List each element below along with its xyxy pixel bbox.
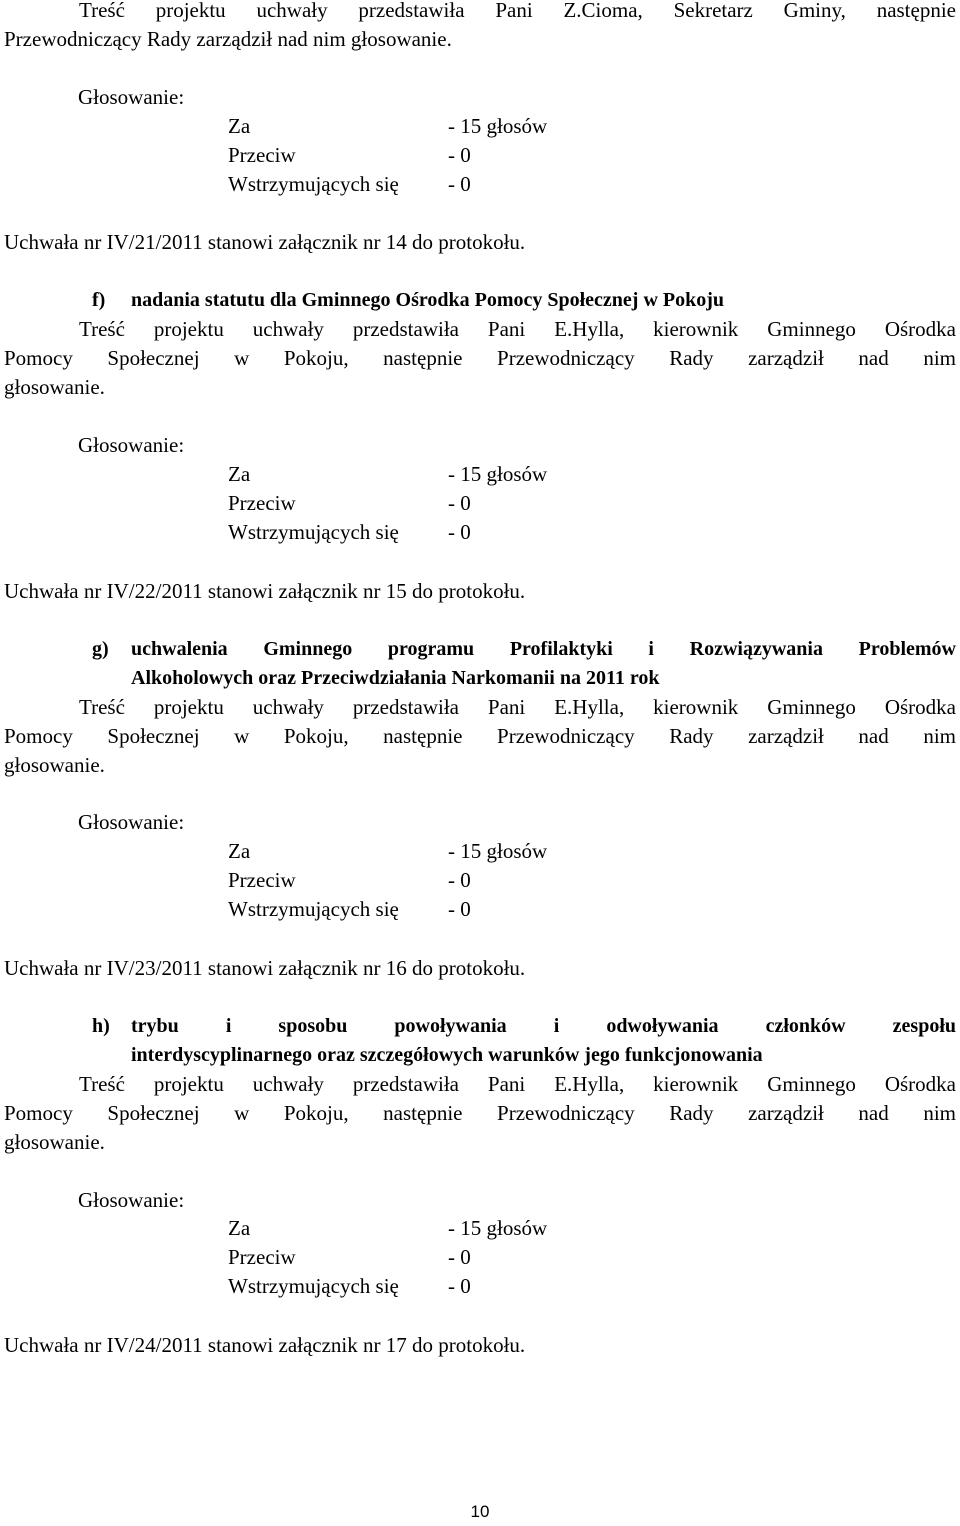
- resolution-note: Uchwała nr IV/22/2011 stanowi załącznik nr 15 do protokołu.: [4, 579, 526, 603]
- section-title-line: Alkoholowych oraz Przeciwdziałania Narkomanii na 2011 rok: [131, 667, 660, 689]
- intro-paragraph: [4, 0, 956, 54]
- vote-za-value: - 15 głosów: [448, 839, 548, 863]
- vote-row-wstrzymujacych: [228, 895, 471, 924]
- vote-wstrzymujacych-label: Wstrzymujących się: [228, 1274, 399, 1298]
- vote-row-za: [228, 837, 548, 866]
- vote-row-wstrzymujacych: [228, 1272, 471, 1301]
- vote-wstrzymujacych-value: - 0: [448, 897, 471, 921]
- vote-wstrzymujacych-label: Wstrzymujących się: [228, 172, 399, 196]
- section-title-line: uchwalenia Gminnego programu Profilaktyki i Rozwiązywania Problemów: [131, 638, 956, 660]
- vote-wstrzymujacych-label: Wstrzymujących się: [228, 897, 399, 921]
- vote-row-za: [228, 460, 548, 489]
- body-line: głosowanie.: [4, 1130, 105, 1154]
- section-title-line: interdyscyplinarnego oraz szczegółowych warunków jego funkcjonowania: [131, 1044, 763, 1066]
- vote-za-label: Za: [228, 839, 251, 863]
- vote-label: Głosowanie:: [78, 810, 185, 834]
- vote-row-przeciw: [228, 141, 471, 170]
- intro-line-2: Przewodniczący Rady zarządził nad nim głosowanie.: [4, 27, 452, 51]
- resolution-note: Uchwała nr IV/21/2011 stanowi załącznik nr 14 do protokołu.: [4, 230, 526, 254]
- vote-przeciw-value: - 0: [448, 868, 471, 892]
- vote-row-przeciw: [228, 489, 471, 518]
- section-body-h: [4, 1070, 956, 1157]
- vote-wstrzymujacych-value: - 0: [448, 172, 471, 196]
- vote-za-value: - 15 głosów: [448, 1216, 548, 1240]
- body-line: Pomocy Społecznej w Pokoju, następnie Przewodniczący Rady zarządził nad nim: [4, 724, 956, 748]
- section-title: [131, 1012, 956, 1070]
- section-heading-h: [92, 1012, 956, 1070]
- body-line: głosowanie.: [4, 753, 105, 777]
- body-line: głosowanie.: [4, 375, 105, 399]
- resolution-note: Uchwała nr IV/23/2011 stanowi załącznik nr 16 do protokołu.: [4, 956, 526, 980]
- vote-row-wstrzymujacych: [228, 170, 471, 199]
- vote-za-value: - 15 głosów: [448, 114, 548, 138]
- vote-za-label: Za: [228, 1216, 251, 1240]
- body-line: Treść projektu uchwały przedstawiła Pani E.Hylla, kierownik Gminnego Ośrodka: [79, 695, 956, 719]
- vote-za-label: Za: [228, 114, 251, 138]
- vote-wstrzymujacych-label: Wstrzymujących się: [228, 520, 399, 544]
- vote-przeciw-value: - 0: [448, 491, 471, 515]
- section-letter: g): [92, 638, 109, 660]
- vote-za-label: Za: [228, 462, 251, 486]
- vote-label: Głosowanie:: [78, 85, 185, 109]
- section-heading-f: [92, 286, 956, 315]
- section-heading-g: [92, 635, 956, 693]
- section-letter: h): [92, 1015, 110, 1037]
- vote-przeciw-label: Przeciw: [228, 868, 296, 892]
- vote-za-value: - 15 głosów: [448, 462, 548, 486]
- vote-przeciw-value: - 0: [448, 1245, 471, 1269]
- vote-row-przeciw: [228, 1243, 471, 1272]
- section-title: [131, 286, 956, 315]
- section-letter: f): [92, 289, 106, 311]
- vote-row-za: [228, 1214, 548, 1243]
- section-title-line: nadania statutu dla Gminnego Ośrodka Pomocy Społecznej w Pokoju: [131, 289, 725, 311]
- vote-row-wstrzymujacych: [228, 518, 471, 547]
- body-line: Treść projektu uchwały przedstawiła Pani E.Hylla, kierownik Gminnego Ośrodka: [79, 317, 956, 341]
- page-number: 10: [470, 1502, 490, 1521]
- intro-line-1: Treść projektu uchwały przedstawiła Pani Z.Cioma, Sekretarz Gminy, następnie: [79, 0, 956, 22]
- vote-row-przeciw: [228, 866, 471, 895]
- resolution-note: Uchwała nr IV/24/2011 stanowi załącznik nr 17 do protokołu.: [4, 1333, 526, 1357]
- vote-label: Głosowanie:: [78, 1188, 185, 1212]
- section-title-line: trybu i sposobu powoływania i odwoływania członków zespołu: [131, 1015, 956, 1037]
- vote-przeciw-value: - 0: [448, 143, 471, 167]
- vote-row-za: [228, 112, 548, 141]
- section-body-g: [4, 693, 956, 780]
- vote-przeciw-label: Przeciw: [228, 143, 296, 167]
- vote-przeciw-label: Przeciw: [228, 491, 296, 515]
- vote-wstrzymujacych-value: - 0: [448, 520, 471, 544]
- body-line: Pomocy Społecznej w Pokoju, następnie Przewodniczący Rady zarządził nad nim: [4, 346, 956, 370]
- body-line: Pomocy Społecznej w Pokoju, następnie Przewodniczący Rady zarządził nad nim: [4, 1101, 956, 1125]
- vote-przeciw-label: Przeciw: [228, 1245, 296, 1269]
- body-line: Treść projektu uchwały przedstawiła Pani E.Hylla, kierownik Gminnego Ośrodka: [79, 1072, 956, 1096]
- section-title: [131, 635, 956, 693]
- vote-label: Głosowanie:: [78, 433, 185, 457]
- vote-wstrzymujacych-value: - 0: [448, 1274, 471, 1298]
- section-body-f: [4, 315, 956, 402]
